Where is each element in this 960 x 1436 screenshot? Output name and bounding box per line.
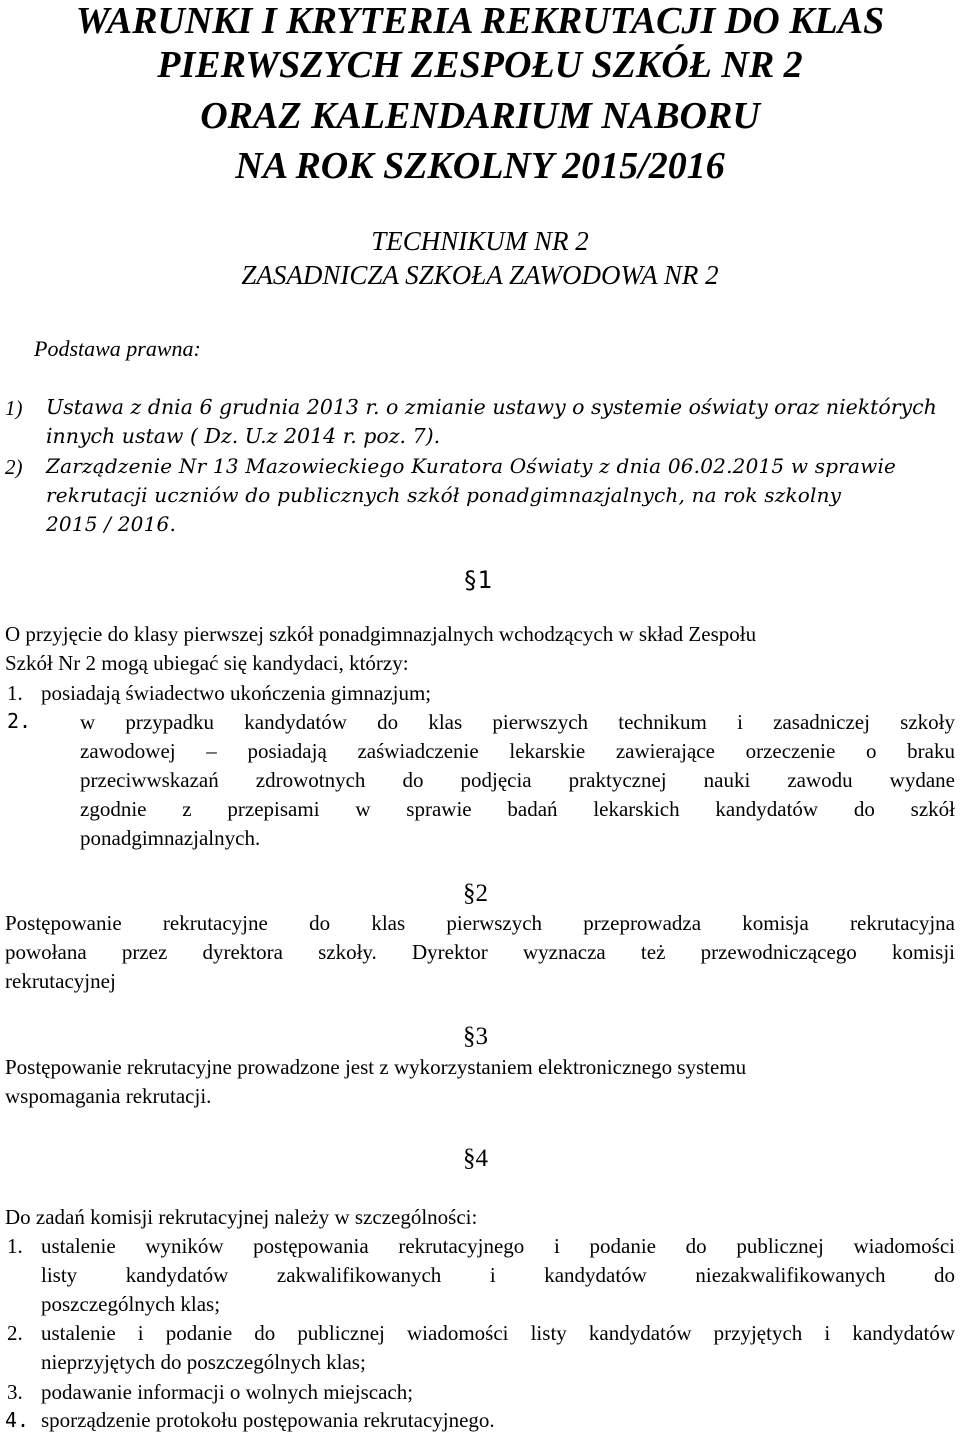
- section-4-item-2-line-2: nieprzyjętych do poszczególnych klas;: [41, 1350, 366, 1374]
- legal-item-2-number: 2): [5, 455, 23, 479]
- section-1-item-2-line-5: ponadgimnazjalnych.: [80, 826, 261, 850]
- section-1-intro-line-1: O przyjęcie do klasy pierwszej szkół ponadgimnazjalnych wchodzących w skład Zespołu: [5, 622, 757, 646]
- section-2-line-2: powołana przez dyrektora szkoły. Dyrektor wyznacza też przewodniczącego komisji: [5, 940, 955, 964]
- section-4-heading: §4: [463, 1145, 488, 1172]
- section-1-item-2-number: 2.: [7, 709, 32, 733]
- section-1-item-1-text: posiadają świadectwo ukończenia gimnazjum;: [41, 681, 432, 705]
- section-1-intro-line-2: Szkół Nr 2 mogą ubiegać się kandydaci, którzy:: [5, 651, 409, 675]
- section-2-line-1: Postępowanie rekrutacyjne do klas pierwszych przeprowadza komisja rekrutacyjna: [5, 911, 955, 935]
- legal-item-2-line-1: Zarządzenie Nr 13 Mazowieckiego Kuratora Oświaty z dnia 06.02.2015 w sprawie: [46, 454, 897, 478]
- section-4-item-1-line-2: listy kandydatów zakwalifikowanych i kandydatów niezakwalifikowanych do: [41, 1263, 955, 1287]
- legal-item-2-line-3: 2015 / 2016.: [46, 512, 177, 536]
- section-4-item-1-number: 1.: [7, 1234, 23, 1258]
- section-4-item-4-text: sporządzenie protokołu postępowania rekrutacyjnego.: [41, 1408, 495, 1432]
- section-2-heading: §2: [463, 880, 488, 907]
- legal-item-1-number: 1): [5, 396, 23, 420]
- section-4-item-1-line-1: ustalenie wyników postępowania rekrutacyjnego i podanie do publicznej wiadomości: [41, 1234, 955, 1258]
- section-4-item-3-number: 3.: [7, 1380, 23, 1404]
- section-1-item-1-number: 1.: [7, 681, 23, 705]
- document-title-line-4: NA ROK SZKOLNY 2015/2016: [235, 145, 725, 187]
- section-2-line-3: rekrutacyjnej: [5, 969, 116, 993]
- section-1-item-2-line-2: zawodowej – posiadają zaświadczenie lekarskie zawierające orzeczenie o braku: [80, 739, 955, 763]
- section-4-intro: Do zadań komisji rekrutacyjnej należy w szczególności:: [5, 1205, 478, 1229]
- document-title-line-3: ORAZ KALENDARIUM NABORU: [200, 95, 760, 137]
- section-3-line-1: Postępowanie rekrutacyjne prowadzone jest z wykorzystaniem elektronicznego systemu: [5, 1055, 747, 1079]
- legal-basis-label: Podstawa prawna:: [34, 336, 201, 361]
- subtitle-zsz: ZASADNICZA SZKOŁA ZAWODOWA NR 2: [241, 260, 719, 290]
- legal-item-1-line-2: innych ustaw ( Dz. U.z 2014 r. poz. 7).: [46, 424, 441, 448]
- legal-item-1-line-1: Ustawa z dnia 6 grudnia 2013 r. o zmianie ustawy o systemie oświaty oraz niektórych: [46, 395, 937, 419]
- section-1-item-2-line-3: przeciwwskazań zdrowotnych do podjęcia praktycznej nauki zawodu wydane: [80, 768, 955, 792]
- section-1-item-2-line-4: zgodnie z przepisami w sprawie badań lekarskich kandydatów do szkół: [80, 797, 955, 821]
- section-3-heading: §3: [463, 1023, 488, 1050]
- section-1-heading: §1: [463, 566, 492, 594]
- section-4-item-2-line-1: ustalenie i podanie do publicznej wiadomości listy kandydatów przyjętych i kandydatów: [41, 1321, 955, 1345]
- section-4-item-4-number: 4.: [5, 1408, 30, 1432]
- section-4-item-2-number: 2.: [7, 1321, 23, 1345]
- section-3-line-2: wspomagania rekrutacji.: [5, 1084, 212, 1108]
- subtitle-technikum: TECHNIKUM NR 2: [371, 226, 589, 256]
- section-1-item-2-line-1: w przypadku kandydatów do klas pierwszych technikum i zasadniczej szkoły: [80, 710, 955, 734]
- section-4-item-1-line-3: poszczególnych klas;: [41, 1292, 221, 1316]
- document-title-line-1: WARUNKI I KRYTERIA REKRUTACJI DO KLAS: [75, 0, 885, 42]
- legal-item-2-line-2: rekrutacji uczniów do publicznych szkół ponadgimnazjalnych, na rok szkolny: [46, 483, 842, 507]
- document-title-line-2: PIERWSZYCH ZESPOŁU SZKÓŁ NR 2: [157, 44, 803, 86]
- section-4-item-3-text: podawanie informacji o wolnych miejscach;: [41, 1380, 414, 1404]
